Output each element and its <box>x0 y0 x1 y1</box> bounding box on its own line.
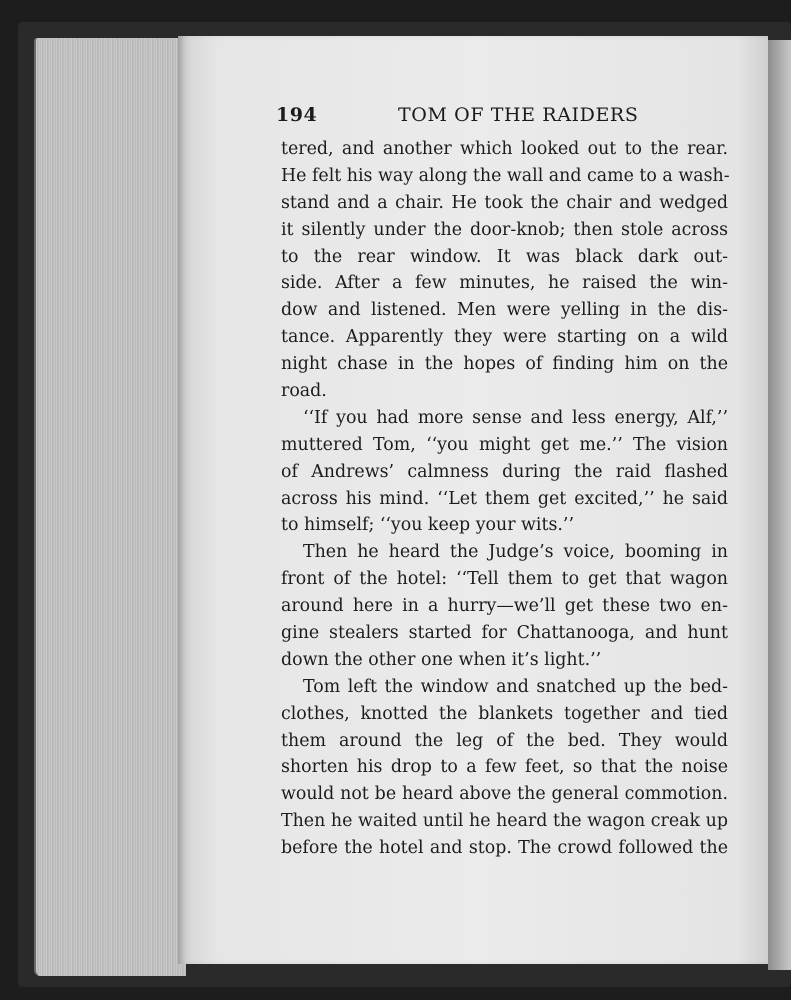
text-line: it silently under the door-knob; then stole across <box>281 219 728 240</box>
text-line: across his mind. ‘‘Let them get excited,’’ he said <box>281 488 728 509</box>
next-page-edge <box>768 40 791 970</box>
text-line: stand and a chair. He took the chair and wedged <box>281 192 728 213</box>
page-body-text <box>281 136 728 862</box>
text-line: clothes, knotted the blankets together and tied <box>281 703 728 724</box>
text-line: front of the hotel: ‘‘Tell them to get that wagon <box>281 569 728 590</box>
running-head-title: TOM OF THE RAIDERS <box>398 104 639 126</box>
text-line: He felt his way along the wall and came to a wash- <box>281 165 730 186</box>
page-edges <box>34 38 186 976</box>
text-line: side. After a few minutes, he raised the win- <box>281 273 728 294</box>
text-line: tered, and another which looked out to the rear. <box>281 139 728 159</box>
text-line: Then he waited until he heard the wagon creak up <box>281 811 728 832</box>
text-line: them around the leg of the bed. They would <box>281 730 728 751</box>
text-line: road. <box>281 381 327 402</box>
text-line: night chase in the hopes of finding him on the <box>281 354 728 375</box>
text-line: before the hotel and stop. The crowd followed the <box>281 838 728 859</box>
text-line: Tom left the window and snatched up the bed- <box>303 676 728 697</box>
text-line: Then he heard the Judge’s voice, booming in <box>303 542 728 563</box>
text-line: would not be heard above the general commotion. <box>281 784 728 805</box>
text-line: ‘‘If you had more sense and less energy, Alf,’’ <box>303 407 728 428</box>
text-line: to himself; ‘‘you keep your wits.’’ <box>281 515 574 536</box>
text-line: around here in a hurry—we’ll get these two en- <box>281 596 728 617</box>
running-header <box>276 104 728 130</box>
text-line: gine stealers started for Chattanooga, and hunt <box>281 623 728 644</box>
text-line: tance. Apparently they were starting on a wild <box>281 327 728 348</box>
text-line: muttered Tom, ‘‘you might get me.’’ The vision <box>281 434 728 455</box>
page-number: 194 <box>276 104 318 126</box>
text-line: down the other one when it’s light.’’ <box>281 649 602 670</box>
text-line: dow and listened. Men were yelling in the dis- <box>281 300 728 321</box>
text-line: shorten his drop to a few feet, so that the noise <box>281 757 728 778</box>
text-line: to the rear window. It was black dark out- <box>281 246 728 267</box>
text-line: of Andrews’ calmness during the raid flashed <box>281 461 728 482</box>
